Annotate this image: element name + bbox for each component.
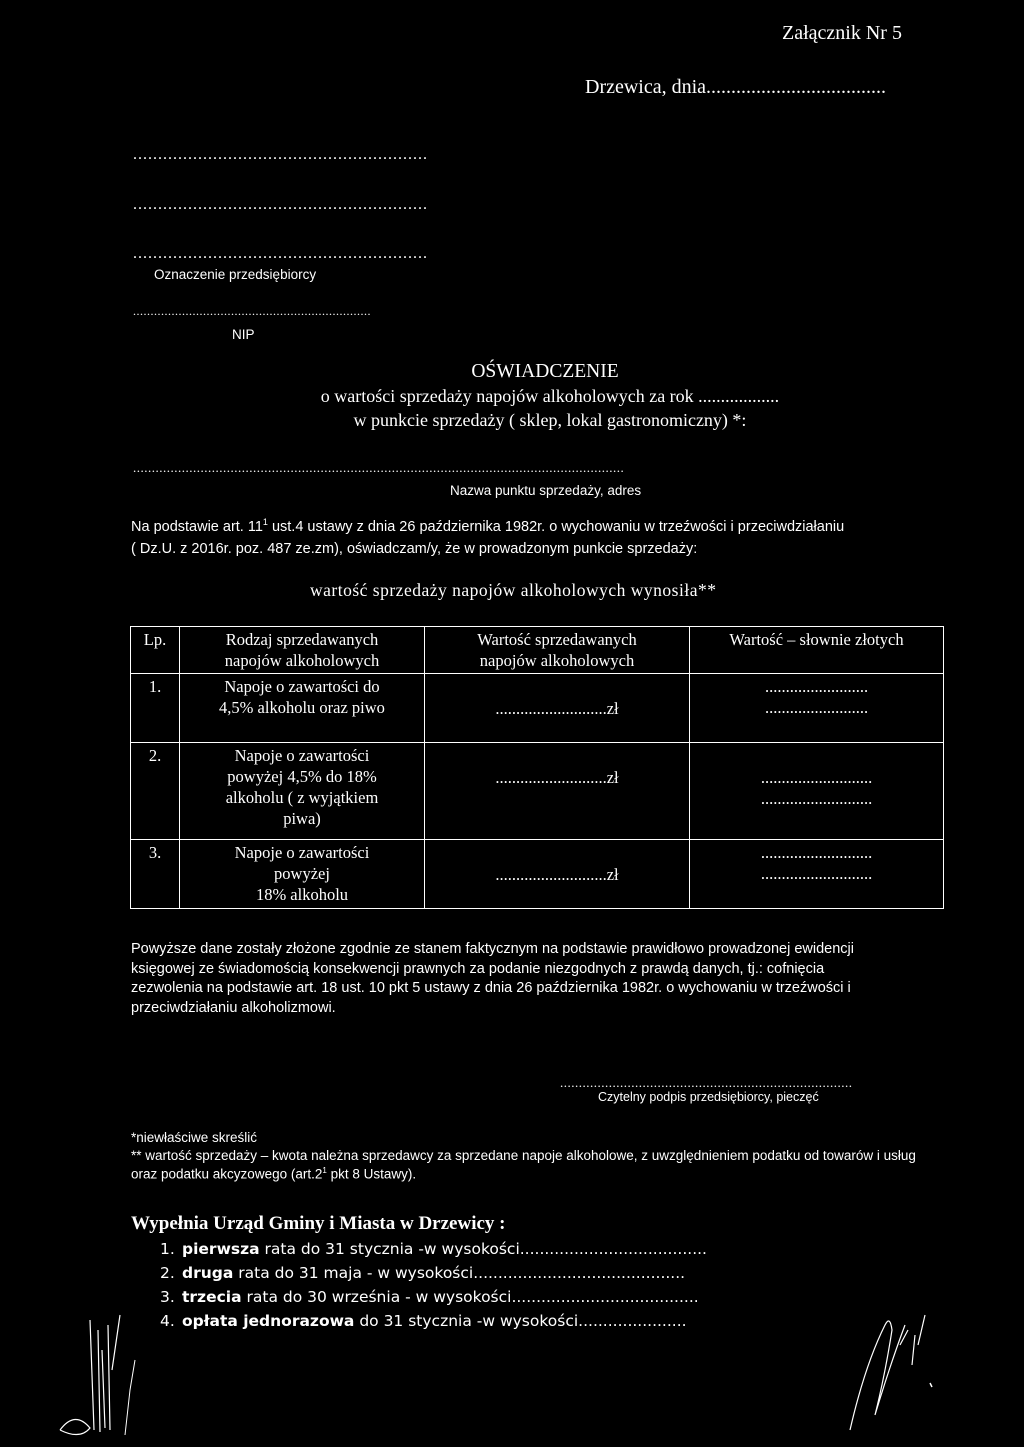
signature-field[interactable]: .............................................................................. xyxy=(560,1075,853,1090)
handwritten-mark-left xyxy=(50,1310,140,1440)
sales-point-name-label: Nazwa punktu sprzedaży, adres xyxy=(450,483,642,498)
row-type: Napoje o zawartości powyżej 4,5% do 18% alkoholu ( z wyjątkiem piwa) xyxy=(180,743,425,840)
handwritten-signature-right xyxy=(830,1305,940,1440)
table-subheading: wartość sprzedaży napojów alkoholowych wynosiła** xyxy=(310,580,717,600)
row-value-field[interactable]: ...........................zł xyxy=(425,840,690,909)
header-value: Wartość sprzedawanych napojów alkoholowych xyxy=(425,627,690,674)
legal-basis-line-2: ( Dz.U. z 2016r. poz. 487 ze.zm), oświadczam/y, że w prowadzonym punkcie sprzedaży: xyxy=(131,541,698,557)
footnote-3: oraz podatku akcyzowego ($art.2^1$ pkt 8 Ustawy). xyxy=(131,1166,417,1182)
footnote-2: ** wartość sprzedaży – kwota należna sprzedawcy za sprzedane napoje alkoholowe, z uwzględnieniem podatku od towarów i usług xyxy=(131,1148,916,1163)
sales-value-table xyxy=(130,626,944,909)
row-type: Napoje o zawartości do 4,5% alkoholu oraz piwo xyxy=(180,674,425,743)
signature-label: Czytelny podpis przedsiębiorcy, pieczęć xyxy=(598,1090,819,1104)
declaration-line-2: w punkcie sprzedaży ( sklep, lokal gastronomiczny) *: xyxy=(353,410,747,430)
table-row xyxy=(131,674,944,743)
row-words-field[interactable]: ........................... ........................... xyxy=(690,743,944,840)
row-value-field[interactable]: ...........................zł xyxy=(425,743,690,840)
row-value-field[interactable]: ...........................zł xyxy=(425,674,690,743)
declaration-line-1: o wartości sprzedaży napojów alkoholowych za rok .................. xyxy=(320,386,780,406)
row-lp: 2. xyxy=(131,743,180,840)
row-words-field[interactable]: ......................... ......................... xyxy=(690,674,944,743)
table-header-row xyxy=(131,627,944,674)
annex-number: Załącznik Nr 5 xyxy=(782,22,902,44)
table-row xyxy=(131,840,944,909)
sales-point-name-field[interactable]: ................................................................................................................................... xyxy=(133,460,625,475)
nip-label: NIP xyxy=(232,327,255,342)
header-lp: Lp. xyxy=(131,627,180,674)
header-words: Wartość – słownie złotych xyxy=(690,627,944,674)
legal-basis-line-1: Na podstawie art. $11^1$ ust.4 ustawy z dnia 26 października 1982r. o wychowaniu w trzeźwości i przeciwdziałaniu xyxy=(131,517,845,535)
row-words-field[interactable]: ........................... ........................... xyxy=(690,840,944,909)
table-row xyxy=(131,743,944,840)
entrepreneur-line-2[interactable]: ........................................................... xyxy=(133,196,428,213)
nip-field[interactable]: .................................................................... xyxy=(133,304,371,318)
row-lp: 1. xyxy=(131,674,180,743)
office-heading: Wypełnia Urząd Gminy i Miasta w Drzewicy : xyxy=(131,1213,506,1234)
declaration-title: OŚWIADCZENIE xyxy=(471,361,619,382)
footnote-1: *niewłaściwe skreślić xyxy=(131,1130,258,1145)
entrepreneur-line-3[interactable]: ........................................................... xyxy=(133,245,428,262)
statement-paragraph: Powyższe dane zostały złożone zgodnie ze stanem faktycznym na podstawie prawidłowo prowadzonej ewidencji księgowej ze świadomością konsekwencji prawnych za podanie niezgodnych z prawdą danych, tj.: cofnięcia zezwolenia na podstawie art. 18 ust. 10 pkt 5 ustawy z dnia 26 października 1982r. o wychowaniu w trzeźwości i przeciwdziałaniu alkoholizmowi. xyxy=(131,941,854,1016)
entrepreneur-label: Oznaczenie przedsiębiorcy xyxy=(154,267,317,282)
row-type: Napoje o zawartości powyżej 18% alkoholu xyxy=(180,840,425,909)
header-type: Rodzaj sprzedawanych napojów alkoholowych xyxy=(180,627,425,674)
place-date-field[interactable]: Drzewica, dnia.................................... xyxy=(585,76,887,98)
row-lp: 3. xyxy=(131,840,180,909)
entrepreneur-line-1[interactable]: ........................................................... xyxy=(133,146,428,163)
